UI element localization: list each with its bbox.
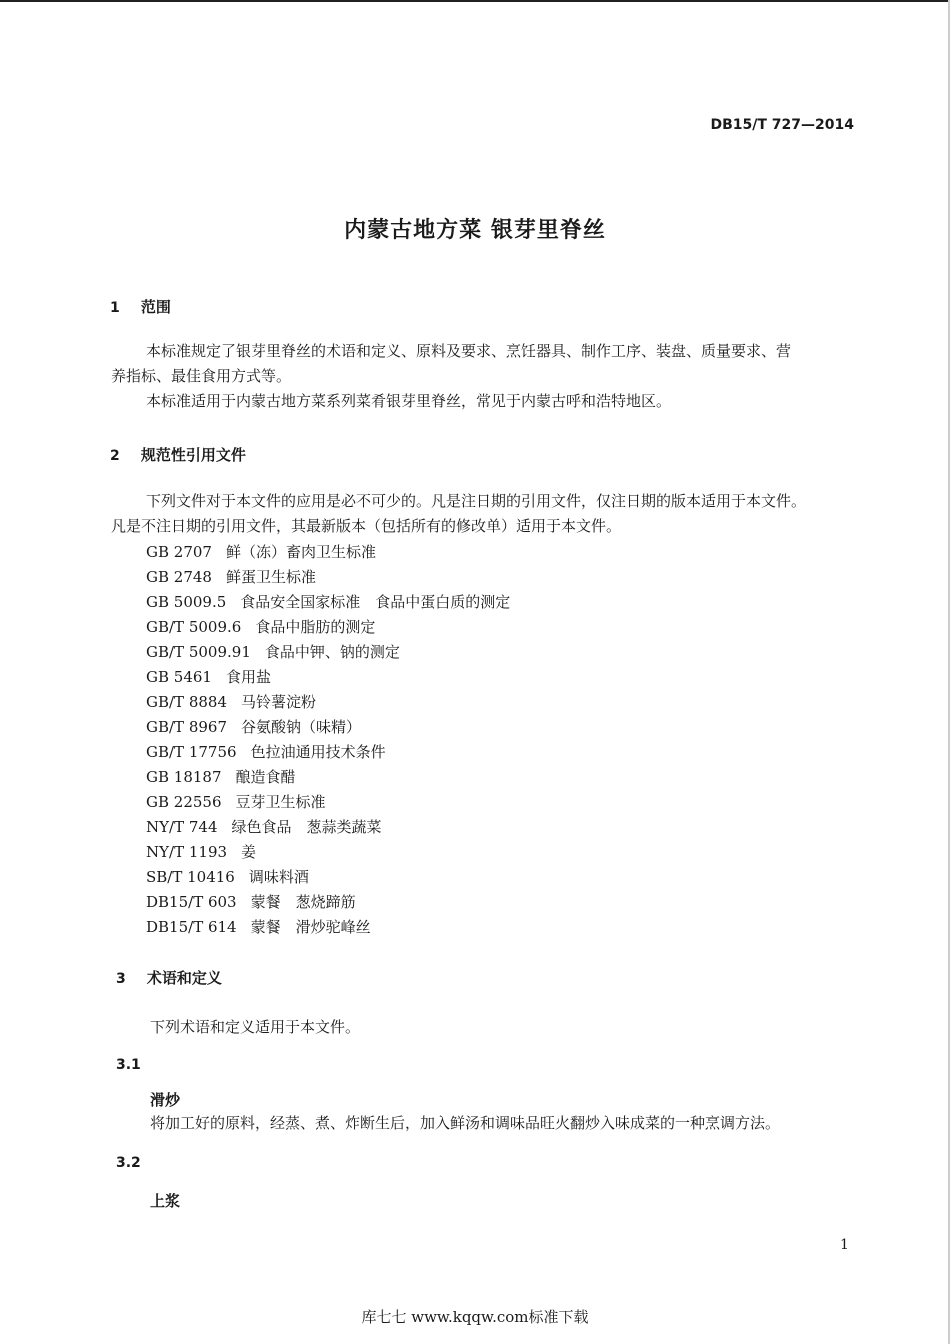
section-1-para-2: 本标准适用于内蒙古地方菜系列菜肴银芽里脊丝，常见于内蒙古呼和浩特地区。 <box>146 392 672 410</box>
reference-item <box>146 591 510 616</box>
reference-name: 调味料酒 <box>248 868 309 886</box>
section-3-heading <box>116 967 222 988</box>
reference-name: 蒙餐 滑炒驼峰丝 <box>250 918 371 936</box>
reference-name: 食品安全国家标准 食品中蛋白质的测定 <box>240 593 511 611</box>
reference-code: GB 18187 <box>146 768 222 786</box>
section-title: 规范性引用文件 <box>140 446 246 464</box>
section-title: 范围 <box>140 298 171 316</box>
reference-name: 色拉油通用技术条件 <box>250 743 386 761</box>
reference-code: GB/T 17756 <box>146 743 237 761</box>
reference-code: DB15/T 614 <box>146 918 237 936</box>
section-2-para-line-2: 凡是不注日期的引用文件，其最新版本（包括所有的修改单）适用于本文件。 <box>111 517 622 535</box>
reference-code: GB 5461 <box>146 668 212 686</box>
reference-code: NY/T 744 <box>146 818 218 836</box>
reference-name: 马铃薯淀粉 <box>241 693 317 711</box>
reference-item <box>146 691 510 716</box>
term-name: 上浆 <box>150 1192 181 1210</box>
reference-code: GB/T 5009.6 <box>146 618 242 636</box>
reference-item <box>146 616 510 641</box>
reference-name: 食用盐 <box>225 668 271 686</box>
section-number: 1 <box>110 300 120 316</box>
reference-name: 鲜（冻）畜肉卫生标准 <box>225 543 376 561</box>
reference-code: SB/T 10416 <box>146 868 235 886</box>
reference-item <box>146 791 510 816</box>
reference-code: GB 5009.5 <box>146 593 227 611</box>
reference-list <box>146 541 510 941</box>
reference-item <box>146 891 510 916</box>
reference-name: 食品中脂肪的测定 <box>255 618 376 636</box>
reference-item <box>146 741 510 766</box>
reference-item <box>146 716 510 741</box>
term-name: 滑炒 <box>150 1091 181 1109</box>
footer-watermark: 库七七 www.kqqw.com标准下载 <box>361 1308 589 1326</box>
reference-code: GB 22556 <box>146 793 222 811</box>
section-2-para-line-1: 下列文件对于本文件的应用是必不可少的。凡是注日期的引用文件，仅注日期的版本适用于本文件。 <box>146 492 807 510</box>
reference-item <box>146 641 510 666</box>
reference-code: GB 2748 <box>146 568 212 586</box>
standard-id: DB15/T 727—2014 <box>710 117 854 133</box>
page-number: 1 <box>840 1237 849 1253</box>
reference-item <box>146 816 510 841</box>
reference-name: 酿造食醋 <box>235 768 296 786</box>
reference-item <box>146 566 510 591</box>
reference-name: 绿色食品 葱蒜类蔬菜 <box>231 818 382 836</box>
term-number: 3.2 <box>116 1155 141 1171</box>
section-2-heading <box>110 444 246 465</box>
section-1-para-1-line-1: 本标准规定了银芽里脊丝的术语和定义、原料及要求、烹饪器具、制作工序、装盘、质量要求、营 <box>146 342 792 360</box>
reference-item <box>146 866 510 891</box>
reference-code: GB/T 5009.91 <box>146 643 251 661</box>
reference-name: 鲜蛋卫生标准 <box>225 568 316 586</box>
section-title: 术语和定义 <box>146 969 222 987</box>
reference-code: GB/T 8967 <box>146 718 228 736</box>
reference-item <box>146 841 510 866</box>
reference-name: 食品中钾、钠的测定 <box>264 643 400 661</box>
section-number: 3 <box>116 971 126 987</box>
scan-edge-top <box>0 0 950 2</box>
reference-name: 谷氨酸钠（味精） <box>241 718 362 736</box>
reference-item <box>146 666 510 691</box>
reference-item <box>146 766 510 791</box>
reference-code: NY/T 1193 <box>146 843 228 861</box>
section-number: 2 <box>110 448 120 464</box>
reference-item <box>146 916 510 941</box>
reference-name: 豆芽卫生标准 <box>235 793 326 811</box>
reference-item <box>146 541 510 566</box>
term-number: 3.1 <box>116 1057 141 1073</box>
reference-name: 姜 <box>241 843 257 861</box>
section-1-heading <box>110 296 171 317</box>
section-1-para-1-line-2: 养指标、最佳食用方式等。 <box>111 367 292 385</box>
reference-name: 蒙餐 葱烧蹄筋 <box>250 893 356 911</box>
document-title: 内蒙古地方菜 银芽里脊丝 <box>344 218 606 243</box>
reference-code: DB15/T 603 <box>146 893 237 911</box>
reference-code: GB/T 8884 <box>146 693 228 711</box>
term-definition: 将加工好的原料，经蒸、煮、炸断生后，加入鲜汤和调味品旺火翻炒入味成菜的一种烹调方法。 <box>150 1114 781 1132</box>
section-3-intro: 下列术语和定义适用于本文件。 <box>150 1018 361 1036</box>
reference-code: GB 2707 <box>146 543 212 561</box>
